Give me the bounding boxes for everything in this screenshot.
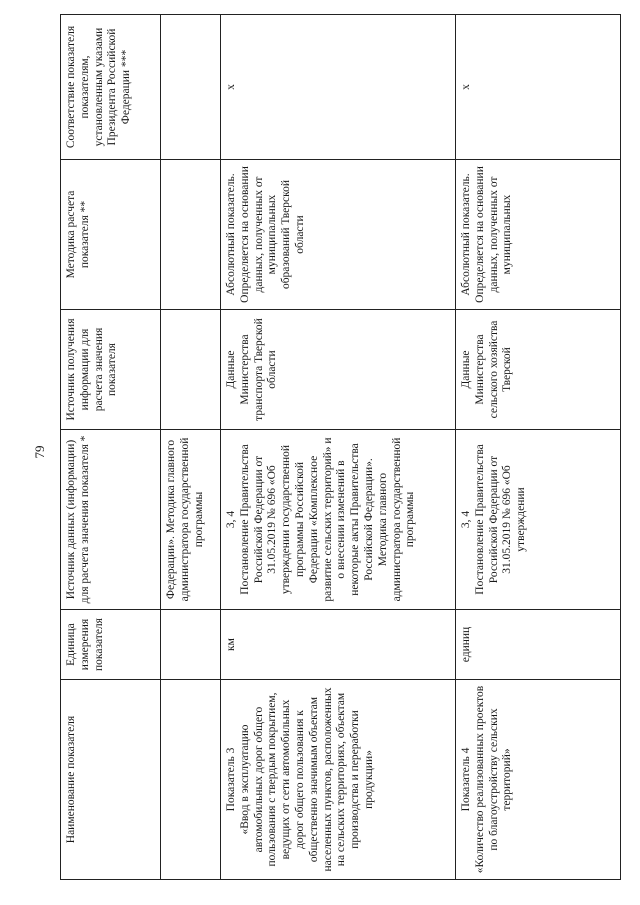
indicator-title: Показатель 4 xyxy=(460,747,472,812)
header-info-source: Источник получения информации для расчета значения показателя xyxy=(61,310,161,430)
indicator-title: Показатель 3 xyxy=(225,747,237,812)
header-indicator-name: Наименование показателя xyxy=(61,680,161,880)
indicator-name-cell xyxy=(456,680,621,880)
continuation-compliance-cell xyxy=(161,15,221,160)
header-unit: Единица измерения показателя xyxy=(61,610,161,680)
indicator-description: «Количество реализованных проектов по благоустройству сельских территорий» xyxy=(473,685,514,874)
header-method: Методика расчета показателя ** xyxy=(61,160,161,310)
source-text: Постановление Правительства Российской Федерации от 31.05.2019 № 696 «Об утверждении xyxy=(473,444,528,595)
table-row-continuation xyxy=(161,15,221,880)
info-source-cell: Данные Министерства транспорта Тверской области xyxy=(221,310,456,430)
table-row xyxy=(221,15,456,880)
info-source-cell: Данные Министерства сельского хозяйства Тверской xyxy=(456,310,621,430)
continuation-method-cell xyxy=(161,160,221,310)
compliance-cell: х xyxy=(221,15,456,160)
method-cell: Абсолютный показатель. Определяется на основании данных, полученных от муниципальных образований Тверской области xyxy=(221,160,456,310)
continuation-source-cell: Федерации». Методика главного администратора государственной программы xyxy=(161,430,221,610)
data-source-cell xyxy=(221,430,456,610)
unit-cell: единиц xyxy=(456,610,621,680)
header-compliance: Соответствие показателя показателям, установленным указами Президента Российской Федерации *** xyxy=(61,15,161,160)
page-number: 79 xyxy=(32,445,47,459)
continuation-info-cell xyxy=(161,310,221,430)
compliance-cell: х xyxy=(456,15,621,160)
continuation-unit-cell xyxy=(161,610,221,680)
unit-cell: км xyxy=(221,610,456,680)
source-ref: 3, 4 xyxy=(225,510,237,529)
indicators-table xyxy=(60,14,621,880)
data-source-cell xyxy=(456,430,621,610)
table-row xyxy=(456,15,621,880)
source-text: Постановление Правительства Российской Федерации от 31.05.2019 № 696 «Об утверждении государственной программы Российской Федерации «Комплексное развитие сельских территорий» и о внесении изменений в некоторые акты Правительства Российской Федерации». Методика главного администратора государственной программы xyxy=(238,437,417,602)
source-ref: 3, 4 xyxy=(460,510,472,529)
indicator-description: «Ввод в эксплуатацию автомобильных дорог общего пользования с твердым покрытием, ведущих от сети автомобильных дорог общего пользования к общественно значимым объектам населенных пунктов, расположенных на сельских территориях, объектам производства и переработки продукции» xyxy=(238,687,375,872)
method-cell: Абсолютный показатель. Определяется на основании данных, полученных от муниципальных xyxy=(456,160,621,310)
indicator-name-cell xyxy=(221,680,456,880)
header-row xyxy=(61,15,161,880)
header-data-source: Источник данных (информации) для расчета значения показателя * xyxy=(61,430,161,610)
continuation-name-cell xyxy=(161,680,221,880)
